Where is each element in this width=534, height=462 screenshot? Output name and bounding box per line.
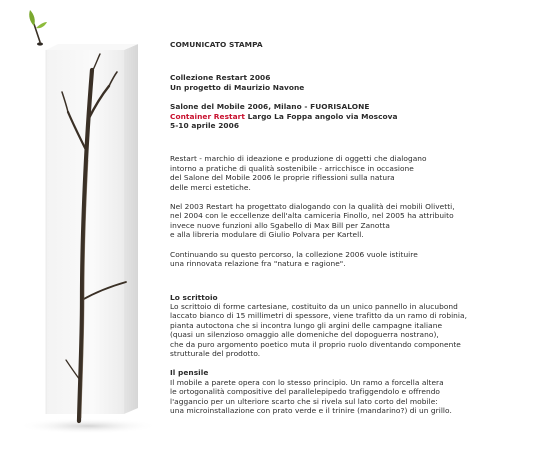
leaf-sprig — [29, 10, 47, 46]
history-line: Nel 2003 Restart ha progettato dialogando con la qualità dei mobili Olivetti, — [170, 202, 455, 212]
scrittoio-line: strutturale del prodotto. — [170, 348, 261, 358]
collection-heading — [170, 73, 526, 92]
pensile-paragraph — [170, 378, 526, 416]
scrittoio-line: pianta autoctona che si incontra lungo gli argini delle campagne italiane — [170, 320, 443, 330]
venue-highlight: Container Restart — [170, 111, 245, 121]
intro-line: Restart - marchio di ideazione e produzione di oggetti che dialogano — [170, 154, 427, 164]
scrittoio-line: (quasi un silenzioso omaggio alle domeniche del dopoguerra nostrano), — [170, 330, 439, 340]
intro-line: intorno a pratiche di qualità sostenibile - arricchisce in occasione — [170, 163, 414, 173]
event-line: Salone del Mobile 2006, Milano - FUORISALONE — [170, 102, 370, 112]
scrittoio-title: Lo scrittoio — [170, 292, 218, 302]
history-line: nel 2004 con le eccellenze dell'alta camiceria Finollo, nel 2005 ha attribuito — [170, 211, 454, 221]
product-illustration — [0, 0, 160, 462]
history-line: e alla libreria modulare di Giulio Polvara per Kartell. — [170, 230, 364, 240]
intro-paragraph — [170, 154, 526, 192]
pensile-line: l'aggancio per un ulteriore scarto che si rivela sul lato corto del mobile: — [170, 396, 438, 406]
continue-line: una rinnovata relazione fra "natura e ragione". — [170, 259, 346, 269]
press-release — [170, 40, 526, 415]
continue-line: Continuando su questo percorso, la collezione 2006 vuole istituire — [170, 249, 418, 259]
collection-author: Un progetto di Maurizio Navone — [170, 82, 305, 92]
scrittoio-paragraph — [170, 302, 526, 358]
scrittoio-line: Lo scrittoio di forme cartesiane, costituito da un unico pannello in alucubond — [170, 301, 458, 311]
panel-side — [124, 44, 138, 414]
continue-paragraph — [170, 250, 526, 269]
pensile-title: Il pensile — [170, 368, 209, 378]
pensile-line: una microinstallazione con prato verde e il trinire (mandarino?) di un grillo. — [170, 405, 452, 415]
scrittoio-line: laccato bianco di 15 millimetri di spessore, viene trafitto da un ramo di robinia, — [170, 311, 467, 321]
floor-shadow — [18, 418, 158, 434]
event-heading — [170, 102, 526, 130]
history-line: invece nuove funzioni allo Sgabello di Max Bill per Zanotta — [170, 220, 390, 230]
intro-line: delle merci estetiche. — [170, 182, 251, 192]
pensile-line: Il mobile a parete opera con lo stesso principio. Un ramo a forcella altera — [170, 377, 444, 387]
pensile-line: le ortogonalità compositive del parallelepipedo trafiggendolo e offrendo — [170, 387, 441, 397]
desk-with-branch-image — [0, 0, 160, 462]
history-paragraph — [170, 202, 526, 240]
panel-top — [46, 44, 138, 50]
event-dates: 5-10 aprile 2006 — [170, 121, 240, 131]
scrittoio-line: che da puro argomento poetico muta il proprio ruolo diventando componente — [170, 339, 461, 349]
press-label: COMUNICATO STAMPA — [170, 40, 263, 49]
intro-line: del Salone del Mobile 2006 le proprie riflessioni sulla natura — [170, 173, 395, 183]
collection-title: Collezione Restart 2006 — [170, 73, 271, 83]
event-venue — [170, 112, 526, 121]
venue-address: Largo La Foppa angolo via Moscova — [244, 111, 398, 121]
leaf-icon — [29, 10, 35, 26]
